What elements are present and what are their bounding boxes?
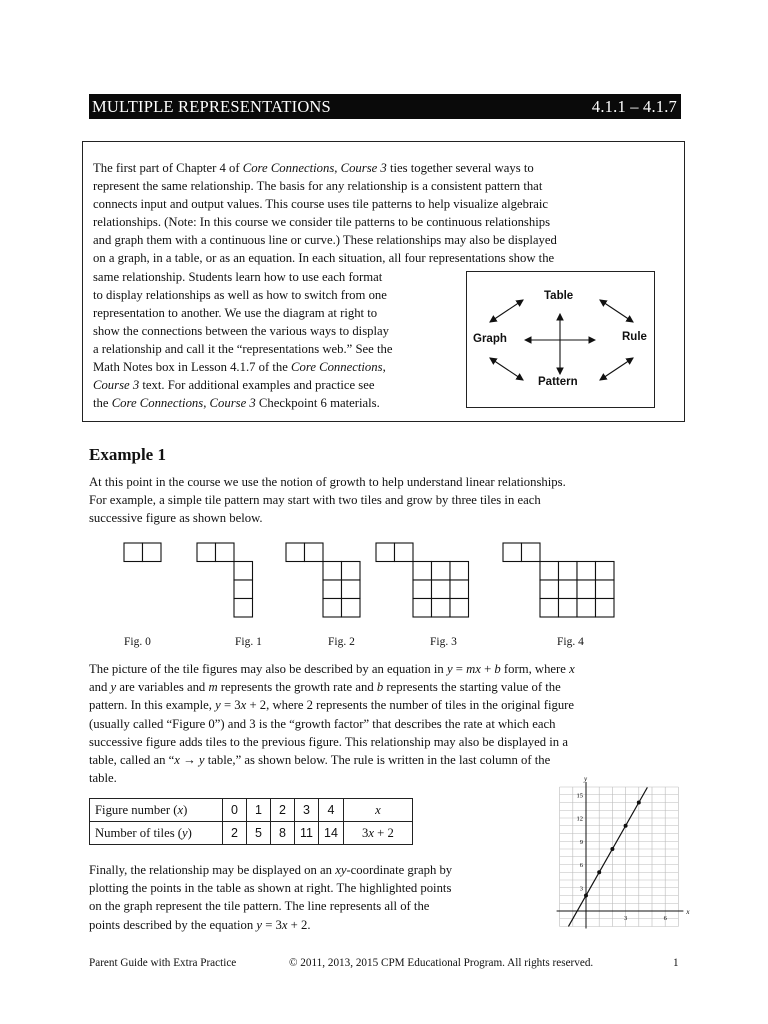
data-point	[584, 894, 588, 898]
para-line: successive figure as shown below.	[89, 511, 263, 526]
x-axis-label: x	[686, 908, 690, 916]
example-title: Example 1	[89, 445, 166, 464]
para-line: successive figure adds tiles to the previous figure. This relationship may also be displayed in a	[89, 734, 568, 749]
tile	[432, 599, 451, 618]
section-title: MULTIPLE REPRESENTATIONS	[92, 96, 331, 116]
tile	[540, 580, 559, 599]
tile	[197, 543, 216, 562]
table-cell: 2	[271, 799, 295, 822]
intro-line: the Core Connections, Course 3 Checkpoint 6 materials.	[93, 396, 380, 411]
figure-label: Fig. 4	[557, 636, 584, 648]
tile	[432, 562, 451, 581]
example-para-3	[89, 861, 534, 934]
table-row	[90, 822, 413, 845]
tile-figure	[503, 543, 614, 617]
tile	[413, 599, 432, 618]
tile	[540, 599, 559, 618]
web-label-table: Table	[544, 290, 574, 302]
para-line: on the graph represent the tile pattern. The line represents all of the	[89, 899, 430, 914]
figure-label: Fig. 0	[124, 636, 151, 648]
tile	[577, 562, 596, 581]
web-label-rule: Rule	[622, 331, 647, 343]
y-tick-label: 15	[576, 792, 583, 800]
para-line: pattern. In this example, y = 3x + 2, where 2 represents the number of tiles in the original figure	[89, 698, 575, 713]
data-point	[610, 847, 614, 851]
intro-line: represent the same relationship. The basis for any relationship is a consistent pattern that	[93, 179, 543, 194]
intro-line: same relationship. Students learn how to use each format	[93, 269, 383, 284]
para-line: For example, a simple tile pattern may start with two tiles and grow by three tiles in each	[89, 493, 541, 508]
y-tick-label: 3	[579, 885, 583, 893]
intro-line: The first part of Chapter 4 of Core Connections, Course 3 ties together several ways to	[93, 161, 534, 175]
table-rule-cell	[343, 799, 412, 822]
tile	[395, 543, 414, 562]
x-tick-label: 6	[663, 915, 667, 922]
tile	[234, 562, 253, 581]
tile	[124, 543, 143, 562]
tile	[413, 580, 432, 599]
table-cell: 3	[295, 799, 319, 822]
tile	[323, 580, 342, 599]
intro-line: Course 3 text. For additional examples and practice see	[93, 378, 375, 393]
para-line: The picture of the tile figures may also be described by an equation in y = mx + b form, where x	[89, 662, 575, 676]
tile	[305, 543, 324, 562]
x-tick-label: 3	[623, 915, 628, 922]
intro-line: relationships. (Note: In this course we consider tile patterns to be continuous relationships	[93, 215, 551, 230]
tile	[143, 543, 162, 562]
intro-line: to display relationships as well as how to switch from one	[93, 287, 387, 302]
table-cell: 1	[247, 799, 271, 822]
tile	[450, 599, 469, 618]
table-cell: 8	[271, 822, 295, 845]
tile	[559, 599, 578, 618]
para-line: (usually called “Figure 0”) and 3 is the “growth factor” that describes the rate at which each	[89, 716, 556, 731]
lesson-range: 4.1.1 – 4.1.7	[591, 96, 677, 116]
para-line: At this point in the course we use the notion of growth to help understand linear relationships.	[89, 475, 566, 489]
intro-box	[82, 141, 685, 422]
row-label-y: Number of tiles (y)	[90, 822, 223, 845]
table-cell: 11	[295, 822, 319, 845]
tile	[596, 580, 615, 599]
example-para-1	[89, 473, 689, 528]
table-cell: 0	[223, 799, 247, 822]
tile	[577, 599, 596, 618]
data-point	[597, 870, 601, 874]
tile	[216, 543, 235, 562]
tile	[540, 562, 559, 581]
figure-label: Fig. 2	[328, 636, 355, 648]
intro-line: connects input and output values. This course uses tile patterns to help visualize algebraic	[93, 197, 548, 212]
tile	[522, 543, 541, 562]
representations-web	[466, 271, 655, 408]
tile	[342, 580, 361, 599]
y-tick-label: 12	[576, 815, 583, 823]
table-cell: 14	[319, 822, 344, 845]
tile	[432, 580, 451, 599]
tile	[596, 599, 615, 618]
table-row	[90, 799, 413, 822]
coordinate-graph	[545, 775, 690, 943]
tile	[413, 562, 432, 581]
tile	[503, 543, 522, 562]
tile	[234, 599, 253, 618]
figure-label: Fig. 1	[235, 636, 262, 648]
example-para-2	[89, 660, 689, 787]
para-line: points described by the equation y = 3x + 2.	[89, 917, 311, 932]
tile	[376, 543, 395, 562]
intro-line: Math Notes box in Lesson 4.1.7 of the Core Connections,	[93, 360, 386, 375]
y-tick-label: 9	[579, 838, 583, 846]
web-label-graph: Graph	[473, 333, 507, 345]
tile	[286, 543, 305, 562]
y-tick-label: 6	[579, 862, 583, 869]
intro-line: and graph them with a continuous line or curve.) These relationships may also be displayed	[93, 233, 557, 248]
intro-line: show the connections between the various ways to display	[93, 323, 389, 338]
para-line: plotting the points in the table as shown at right. The highlighted points	[89, 881, 452, 896]
tile	[234, 580, 253, 599]
intro-line: representation to another. We use the diagram at right to	[93, 305, 378, 320]
tile	[342, 599, 361, 618]
tile	[559, 562, 578, 581]
tile	[450, 580, 469, 599]
tile	[323, 562, 342, 581]
tile	[450, 562, 469, 581]
figure-label: Fig. 3	[430, 636, 457, 648]
tile	[323, 599, 342, 618]
para-line: table, called an “x → y table,” as shown below. The rule is written in the last column of the	[89, 753, 551, 768]
page-number: 1	[673, 957, 679, 969]
x-rule: x	[375, 802, 381, 817]
tile	[342, 562, 361, 581]
footer-copyright: © 2011, 2013, 2015 CPM Educational Program. All rights reserved.	[289, 957, 594, 969]
xy-table	[89, 798, 413, 845]
section-header	[89, 94, 681, 119]
table-cell: 5	[247, 822, 271, 845]
row-label-x: Figure number (x)	[90, 799, 223, 822]
intro-line: on a graph, in a table, or as an equation. In each situation, all four representations show the	[93, 251, 555, 266]
para-line: table.	[89, 771, 117, 786]
tile	[577, 580, 596, 599]
tile	[596, 562, 615, 581]
data-point	[637, 801, 641, 805]
y-axis-label: y	[584, 775, 588, 783]
tile-figure	[286, 543, 360, 617]
data-point	[624, 824, 628, 828]
tile	[559, 580, 578, 599]
tile-figure	[376, 543, 469, 617]
table-cell: 2	[223, 822, 247, 845]
tile-figure	[124, 543, 161, 562]
tile-figure	[197, 543, 253, 617]
web-label-pattern: Pattern	[538, 376, 578, 388]
table-rule-cell: 3x + 2	[343, 822, 412, 845]
intro-line: a relationship and call it the “representations web.” See the	[93, 341, 393, 356]
table-cell: 4	[319, 799, 344, 822]
para-line: and y are variables and m represents the growth rate and b represents the starting value of the	[89, 680, 561, 695]
footer-source: Parent Guide with Extra Practice	[89, 957, 237, 969]
para-line: Finally, the relationship may be displayed on an xy-coordinate graph by	[89, 863, 453, 877]
